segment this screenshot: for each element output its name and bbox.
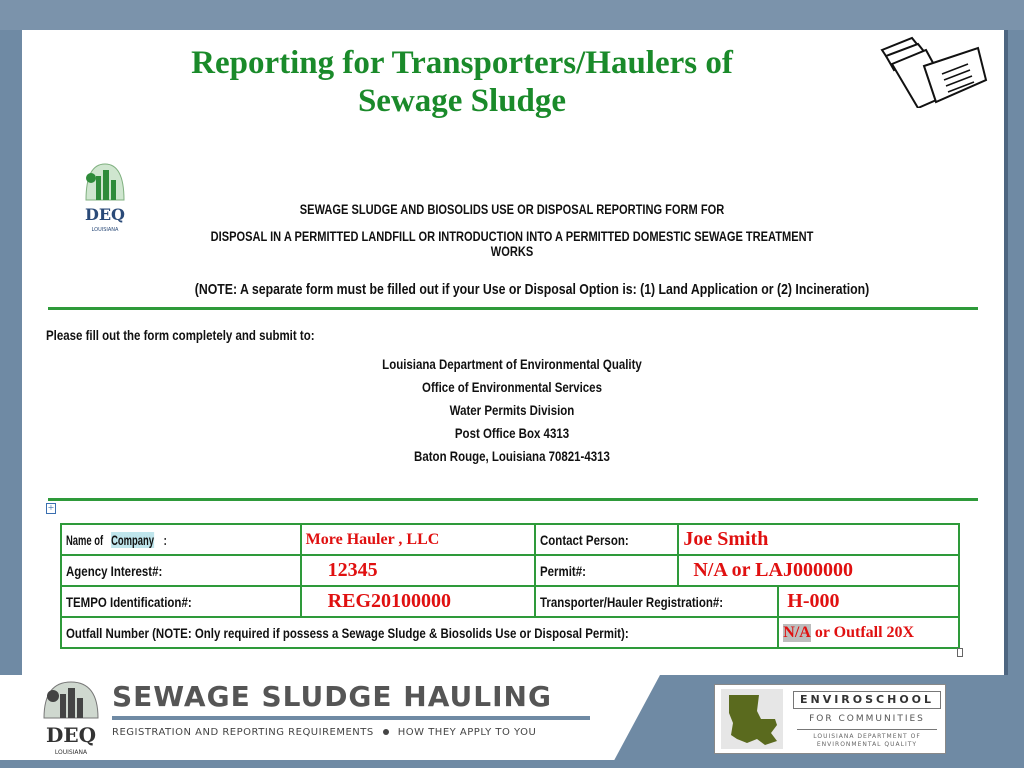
top-frame-strip (0, 0, 1024, 30)
table-row (61, 524, 959, 555)
footer-subtitle-left: REGISTRATION AND REPORTING REQUIREMENTS (112, 727, 374, 738)
tempo-label-cell (61, 586, 301, 617)
enviroschool-subtitle: FOR COMMUNITIES (809, 714, 925, 724)
footer-subtitle-right: HOW THEY APPLY TO YOU (397, 727, 537, 738)
agency-label-cell (61, 555, 301, 586)
contact-label: Contact Person: (540, 531, 629, 548)
table-anchor-icon[interactable]: + (47, 502, 55, 514)
contact-field[interactable] (678, 524, 959, 555)
permit-label-cell (535, 555, 678, 586)
resize-handle[interactable] (957, 648, 963, 657)
company-field[interactable] (301, 524, 536, 555)
permit-value: N/A or LAJ000000 (693, 559, 853, 581)
footer-title: SEWAGE SLUDGE HAULING (112, 680, 552, 713)
louisiana-map-icon (721, 689, 783, 749)
company-value: More Hauler , LLC (305, 530, 440, 548)
permit-field[interactable] (678, 555, 959, 586)
tempo-label: TEMPO Identification#: (66, 593, 192, 610)
enviroschool-dept-line: ENVIRONMENTAL QUALITY (816, 741, 918, 748)
divider-rule (48, 498, 978, 501)
outfall-value-na: N/A (783, 623, 811, 641)
agency-label: Agency Interest#: (66, 562, 163, 579)
enviroschool-dept-line: LOUISIANA DEPARTMENT OF (813, 733, 921, 740)
slide-canvas (22, 30, 1008, 675)
contact-label-cell (535, 524, 678, 555)
contact-value: Joe Smith (683, 528, 769, 550)
slide-title-line-2: Sewage Sludge (357, 83, 567, 119)
slide-title (172, 44, 752, 120)
documents-icon (878, 36, 990, 108)
enviroschool-rule (797, 729, 937, 730)
outfall-value-rest: or Outfall 20X (810, 623, 915, 641)
tempo-value: REG20100000 (327, 590, 452, 612)
table-row (61, 617, 959, 648)
form-note: (NOTE: A separate form must be filled out if your Use or Disposal Option is: (1) Land Application or (2) Incineration) (194, 281, 870, 298)
outfall-field[interactable] (778, 617, 959, 648)
permit-label: Permit#: (540, 562, 587, 579)
footer-underline (112, 716, 590, 720)
agency-value: 12345 (327, 559, 378, 581)
enviroschool-dept (793, 733, 941, 749)
enviroschool-title: ENVIROSCHOOL (793, 691, 941, 709)
mailing-address (212, 353, 812, 468)
table-row (61, 555, 959, 586)
company-label: Company (111, 531, 155, 548)
slide-title-line-1: Reporting for Transporters/Haulers of (191, 45, 733, 81)
address-line: Office of Environmental Services (422, 379, 602, 395)
transporter-label: Transporter/Hauler Registration#: (540, 593, 724, 610)
address-line: Water Permits Division (449, 402, 575, 418)
form-title-line-1: SEWAGE SLUDGE AND BIOSOLIDS USE OR DISPOSAL REPORTING FORM FOR (299, 202, 725, 217)
form-title-line-2: DISPOSAL IN A PERMITTED LANDFILL OR INTRODUCTION INTO A PERMITTED DOMESTIC SEWAGE TREATMENT WORKS (210, 229, 814, 259)
outfall-label: Outfall Number (NOTE: Only required if possess a Sewage Sludge & Biosolids Use or Disposal Permit): (66, 624, 629, 641)
company-label-cell (61, 524, 301, 555)
hauler-info-table (60, 523, 960, 649)
table-row (61, 586, 959, 617)
enviroschool-badge (714, 684, 946, 754)
footer-logo-text: DEQ (45, 723, 97, 747)
agency-field[interactable] (301, 555, 536, 586)
footer-logo-subtext: LOUISIANA (54, 749, 88, 756)
bullet-icon (383, 729, 389, 735)
transporter-value: H-000 (787, 590, 840, 612)
address-line: Baton Rouge, Louisiana 70821-4313 (414, 448, 610, 464)
address-line: Louisiana Department of Environmental Quality (382, 356, 642, 372)
name-suffix: : (163, 531, 167, 548)
divider-rule (48, 307, 978, 310)
tempo-field[interactable] (301, 586, 536, 617)
deq-logo-icon (80, 158, 130, 238)
name-of-label: Name of (66, 531, 104, 548)
address-line: Post Office Box 4313 (454, 425, 570, 441)
transporter-field[interactable] (778, 586, 959, 617)
transporter-label-cell (535, 586, 778, 617)
footer-subtitle (112, 727, 536, 738)
form-instruction: Please fill out the form completely and submit to: (46, 327, 315, 343)
deq-logo-text: DEQ (84, 205, 126, 224)
deq-logo-subtext: LOUISIANA (91, 227, 119, 233)
outfall-label-cell (61, 617, 778, 648)
footer-deq-logo-icon (40, 678, 102, 762)
